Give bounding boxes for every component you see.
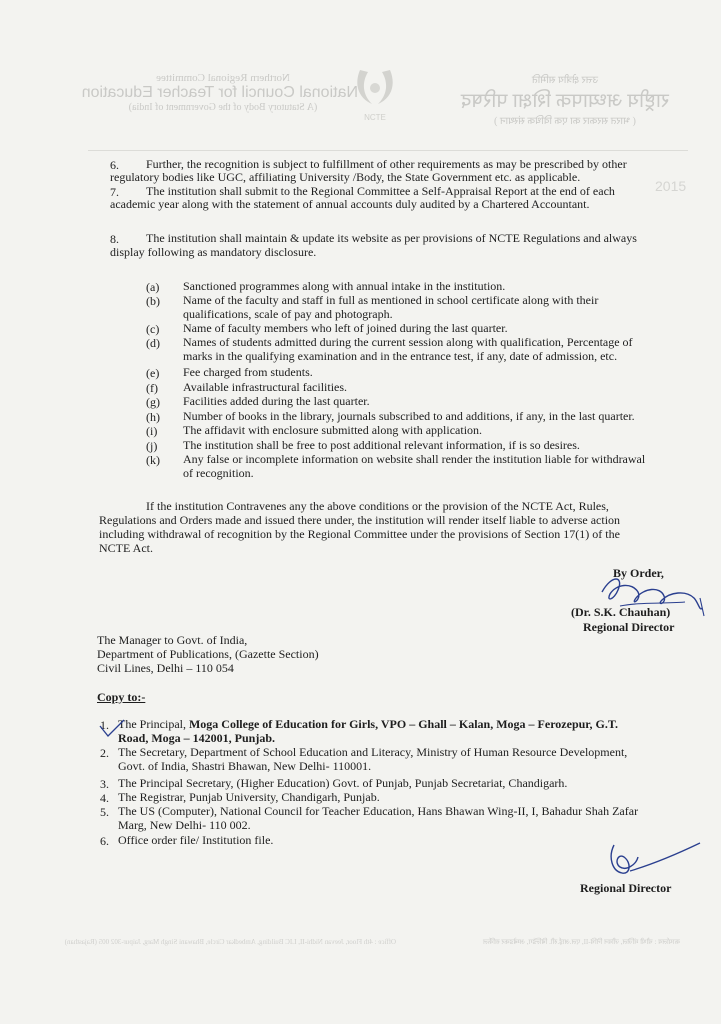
disclosure-label-f: (f) [146,381,158,395]
addressee-line-1: The Manager to Govt. of India, [97,633,248,647]
disclosure-i-line-1: The affidavit with enclosure submitted along with application. [183,423,483,437]
para-6-line-1: Further, the recognition is subject to fulfillment of other requirements as may be prescribed by other [146,157,627,171]
copy-to-heading: Copy to:- [97,690,146,704]
tick-mark-icon [98,716,128,740]
ghost-letterhead-hindi [440,72,690,127]
para-8-line-1: The institution shall maintain & update its website as per provisions of NCTE Regulations and always [146,231,637,245]
copy-item-6-num: 6. [100,834,109,848]
copy-item-2-num: 2. [100,746,109,760]
copy-item-5-num: 5. [100,805,109,819]
copy-item-2-line-2: Govt. of India, Shastri Bhawan, New Delhi- 110001. [118,759,372,773]
addressee-line-3: Civil Lines, Delhi – 110 054 [97,661,234,675]
disclosure-a-line-1: Sanctioned programmes along with annual intake in the institution. [183,279,506,293]
disclosure-c-line-1: Name of faculty members who left of joined during the last quarter. [183,321,508,335]
disclosure-label-a: (a) [146,280,160,294]
para-7-num: 7. [110,185,119,199]
disclosure-d-line-2: marks in the qualifying examination and in the entrance test, if any, date of admission, etc. [183,349,618,363]
addressee-line-2: Department of Publications, (Gazette Section) [97,647,319,661]
footer-signature-icon [600,835,705,885]
signatory-name: (Dr. S.K. Chauhan) [571,605,671,619]
contravene-line-2: Regulations and Orders made and issued there under, the institution will render itself liable to adverse action [99,513,621,527]
ghost-hi-title: राष्ट्रीय अध्यापक शिक्षा परिषद [460,90,670,112]
para-6-line-2: regulatory bodies like UGC, affiliating University /Body, the State Government etc. as applicable. [110,170,581,184]
copy-item-1-line-1 [118,718,618,730]
para-7-line-2: academic year along with the statement of annual accounts duly audited by a Chartered Accountant. [110,197,590,211]
ghost-body: (A Statutory Body of the Government of India) [128,102,318,113]
ghost-hi-small: उत्तर क्षेत्रीय समिति [531,75,599,86]
ghost-footer-left: कार्यालय : चौथी मंजिल, जीवन निधि-II, एल.आई.सी. बिल्डिंग, अम्बेडकर सर्किल [483,938,680,946]
ghost-council: National Council for Teacher Education [81,84,358,101]
by-order-label: By Order, [613,566,664,580]
disclosure-d-line-1: Names of students admitted during the current session along with qualification, Percentage of [183,335,633,349]
para-8-line-2: display following as mandatory disclosure. [110,245,317,259]
signatory-designation: Regional Director [583,620,675,634]
disclosure-label-i: (i) [146,424,158,438]
disclosure-label-b: (b) [146,294,160,308]
disclosure-b-line-1: Name of the faculty and staff in full as mentioned in school certificate along with their [183,293,599,307]
footer-designation: Regional Director [580,881,672,895]
copy-item-3-line-1: The Principal Secretary, (Higher Education) Govt. of Punjab, Punjab Secretariat, Chandigarh. [118,776,568,790]
copy-item-1-prefix: The Principal, [118,717,189,731]
ghost-logo-text: NCTE [364,113,386,122]
disclosure-label-e: (e) [146,366,160,380]
disclosure-label-k: (k) [146,453,160,467]
copy-item-2-line-1: The Secretary, Department of School Education and Literacy, Ministry of Human Resource Development, [118,745,628,759]
disclosure-f-line-1: Available infrastructural facilities. [183,380,348,394]
ncte-logo-icon [352,64,398,124]
para-7-line-1: The institution shall submit to the Regional Committee a Self-Appraisal Report at the end of each [146,184,615,198]
contravene-line-3: including withdrawal of recognition by the Regional Committee under the provisions of Section 17(1) of the [99,527,620,541]
copy-item-5-line-1: The US (Computer), National Council for Teacher Education, Hans Bhawan Wing-II, I, Bahadur Shah Zafar [118,804,639,818]
disclosure-e-line-1: Fee charged from students. [183,365,313,379]
copy-item-3-num: 3. [100,777,109,791]
ghost-letterhead-english [81,72,358,113]
copy-item-5-line-2: Marg, New Delhi- 110 002. [118,818,251,832]
disclosure-g-line-1: Facilities added during the last quarter. [183,394,370,408]
disclosure-label-c: (c) [146,322,160,336]
ghost-hi-body: ( भारत सरकार का एक विधिक संस्थान ) [494,116,636,127]
ghost-footer-right: Office : 4th Floor, Jeevan Nidhi-II, LIC Building, Ambedkar Circle, Bhawani Singh Marg, Jaipur-302 005 (Rajasthan) [64,938,396,946]
disclosure-b-line-2: qualifications, scale of pay and photograph. [183,307,393,321]
ghost-committee: Northern Regional Committee [156,72,290,84]
contravene-line-1: If the institution Contravenes any the above conditions or the provision of the NCTE Act, Rules, [146,499,609,513]
disclosure-label-g: (g) [146,395,160,409]
disclosure-label-d: (d) [146,336,160,350]
para-6-num: 6. [110,158,119,172]
disclosure-h-line-1: Number of books in the library, journals subscribed to and additions, if any, in the last quarter. [183,409,635,423]
copy-item-4-line-1: The Registrar, Punjab University, Chandigarh, Punjab. [118,790,380,804]
contravene-line-4: NCTE Act. [99,541,153,555]
copy-item-4-num: 4. [100,791,109,805]
copy-item-1-num: 1. [100,718,109,732]
disclosure-k-line-1: Any false or incomplete information on website shall render the institution liable for withdrawal [183,452,646,466]
ghost-stamp: 2015 [655,178,687,194]
ghost-divider [88,150,688,151]
copy-item-1-college: Moga College of Education for Girls, VPO – Ghall – Kalan, Moga – Ferozepur, G.T. [188,717,618,731]
copy-item-6-line-1: Office order file/ Institution file. [118,833,274,847]
copy-item-1-line-2: Road, Moga – 142001, Punjab. [118,731,276,745]
disclosure-label-h: (h) [146,410,160,424]
disclosure-k-line-2: of recognition. [183,466,254,480]
disclosure-label-j: (j) [146,439,158,453]
para-8-num: 8. [110,232,119,246]
disclosure-j-line-1: The institution shall be free to post additional relevant information, if is so desires. [183,438,580,452]
